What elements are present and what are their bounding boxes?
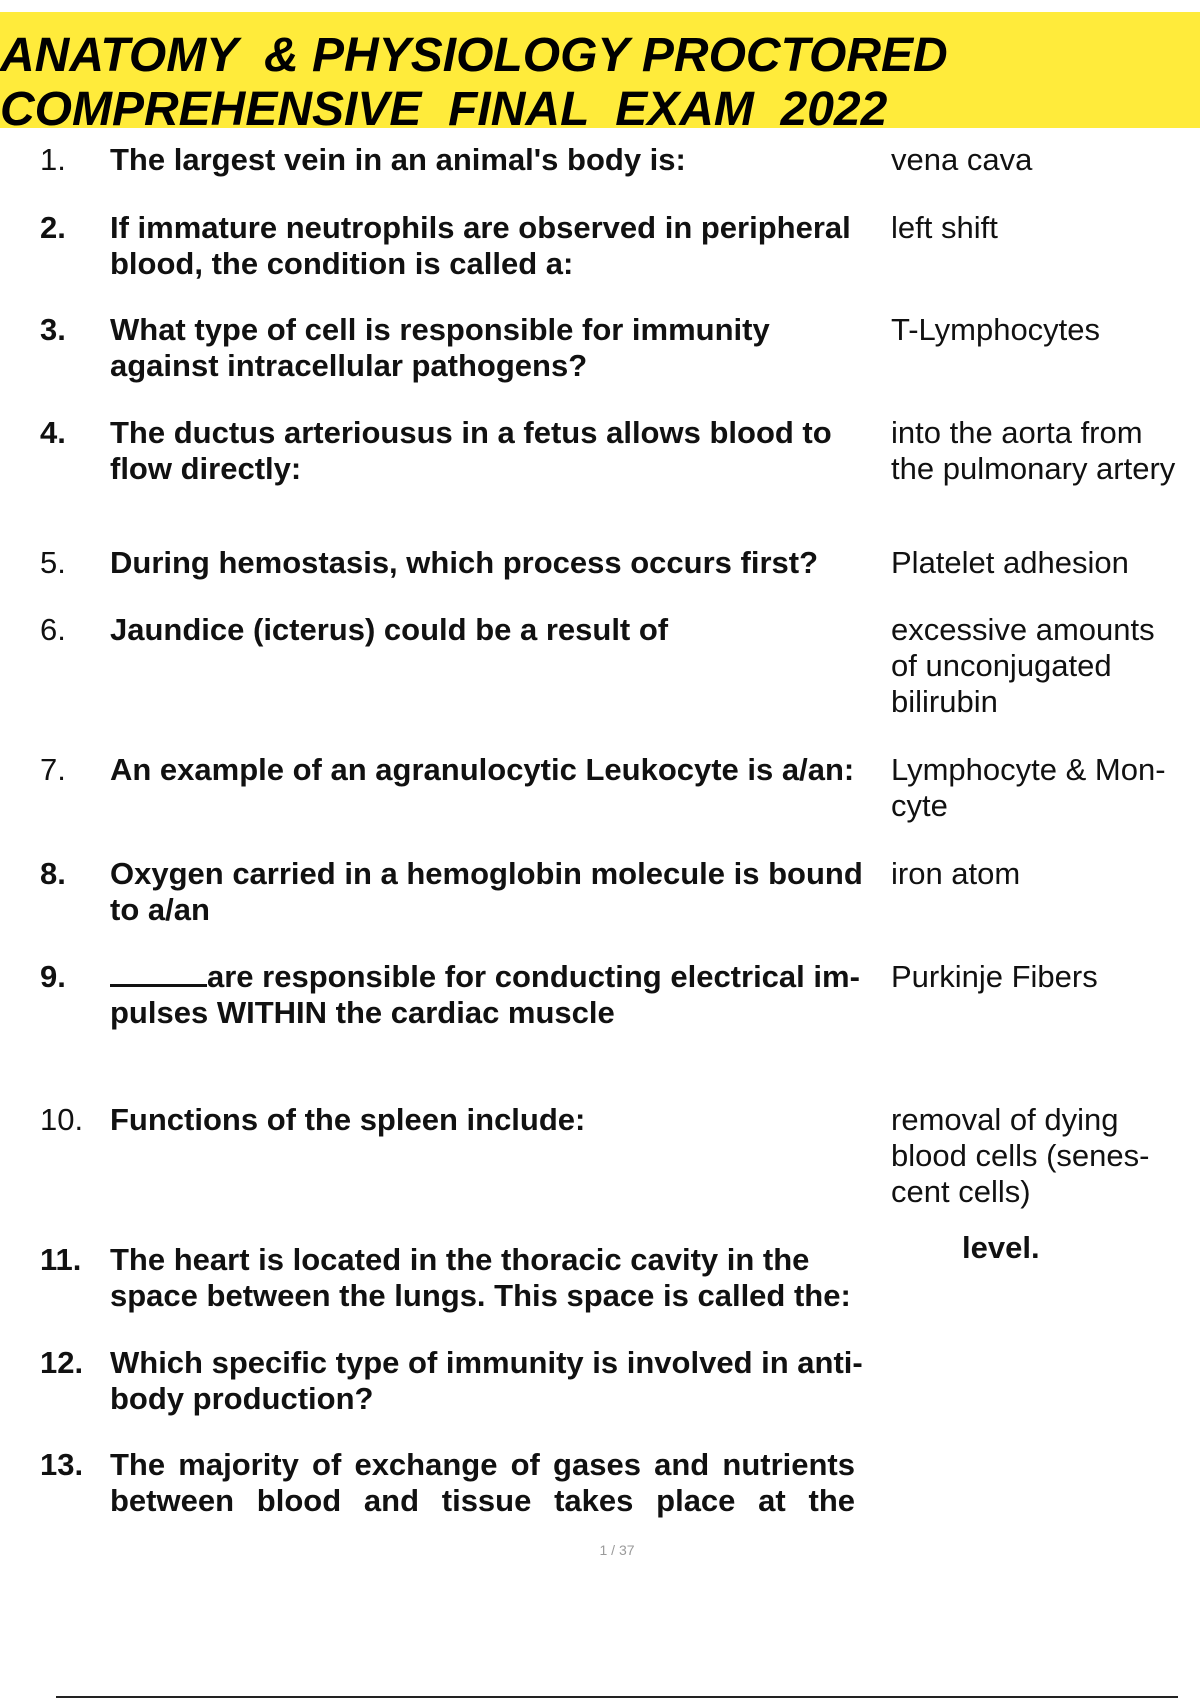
question-number: 2.: [40, 210, 66, 245]
question-text: The heart is located in the thoracic cavity in the space between the lungs. This space is called the:: [110, 1242, 851, 1313]
question-text: During hemostasis, which process occurs first?: [110, 545, 819, 580]
question-number: 11.: [40, 1242, 82, 1277]
question-number: 6.: [40, 612, 66, 647]
question-text: An example of an agranulocytic Leukocyte is a/an:: [110, 752, 855, 787]
question-text: The largest vein in an animal's body is:: [110, 142, 686, 177]
answer-text: level.: [962, 1230, 1040, 1265]
answer-text: T-Lymphocytes: [891, 312, 1101, 347]
answer-text: Platelet adhesion: [891, 545, 1129, 580]
answer-text: removal of dying blood cells (senes-cent cells): [891, 1102, 1150, 1209]
question-number: 8.: [40, 856, 66, 891]
question-number: 5.: [40, 545, 66, 580]
question-text: Which specific type of immunity is involved in anti-body production?: [110, 1345, 863, 1416]
question-text: Oxygen carried in a hemoglobin molecule is bound to a/an: [110, 856, 863, 927]
answer-text: Purkinje Fibers: [891, 959, 1098, 994]
question-number: 9.: [40, 959, 66, 994]
answer-text: excessive amounts of unconjugated bilirubin: [891, 612, 1155, 719]
question-number: 3.: [40, 312, 66, 347]
answer-text: into the aorta from the pulmonary artery: [891, 415, 1176, 486]
question-number: 10.: [40, 1102, 84, 1137]
question-number: 1.: [40, 142, 66, 177]
title-line-2: COMPREHENSIVE FINAL EXAM 2022: [0, 83, 888, 136]
question-number: 13.: [40, 1447, 84, 1482]
answer-text: vena cava: [891, 142, 1033, 177]
question-text: If immature neutrophils are observed in peripheral blood, the condition is called a:: [110, 210, 851, 281]
title-banner: [0, 12, 1200, 136]
question-text: The majority of exchange of gases and nutrients between blood and tissue takes place at the: [110, 1447, 855, 1518]
question-number: 4.: [40, 415, 66, 450]
question-text: The ductus arteriousus in a fetus allows blood to flow directly:: [110, 415, 832, 486]
question-text: Functions of the spleen include:: [110, 1102, 586, 1137]
question-number: 7.: [40, 752, 66, 787]
question-text-content: are responsible for conducting electrical im-pulses WITHIN the cardiac muscle: [110, 959, 860, 1030]
question-number: 12.: [40, 1345, 84, 1380]
answer-text: left shift: [891, 210, 998, 245]
fill-in-blank: [110, 962, 207, 987]
answer-text: Lymphocyte & Mon-cyte: [891, 752, 1166, 823]
answer-text: iron atom: [891, 856, 1021, 891]
question-text: [110, 959, 885, 1031]
title-line-1: ANATOMY & PHYSIOLOGY PROCTORED: [0, 29, 948, 82]
page-indicator: 1 / 37: [599, 1542, 635, 1558]
bottom-divider: [56, 1696, 1178, 1698]
question-text: Jaundice (icterus) could be a result of: [110, 612, 669, 647]
question-text: What type of cell is responsible for immunity against intracellular pathogens?: [110, 312, 770, 383]
